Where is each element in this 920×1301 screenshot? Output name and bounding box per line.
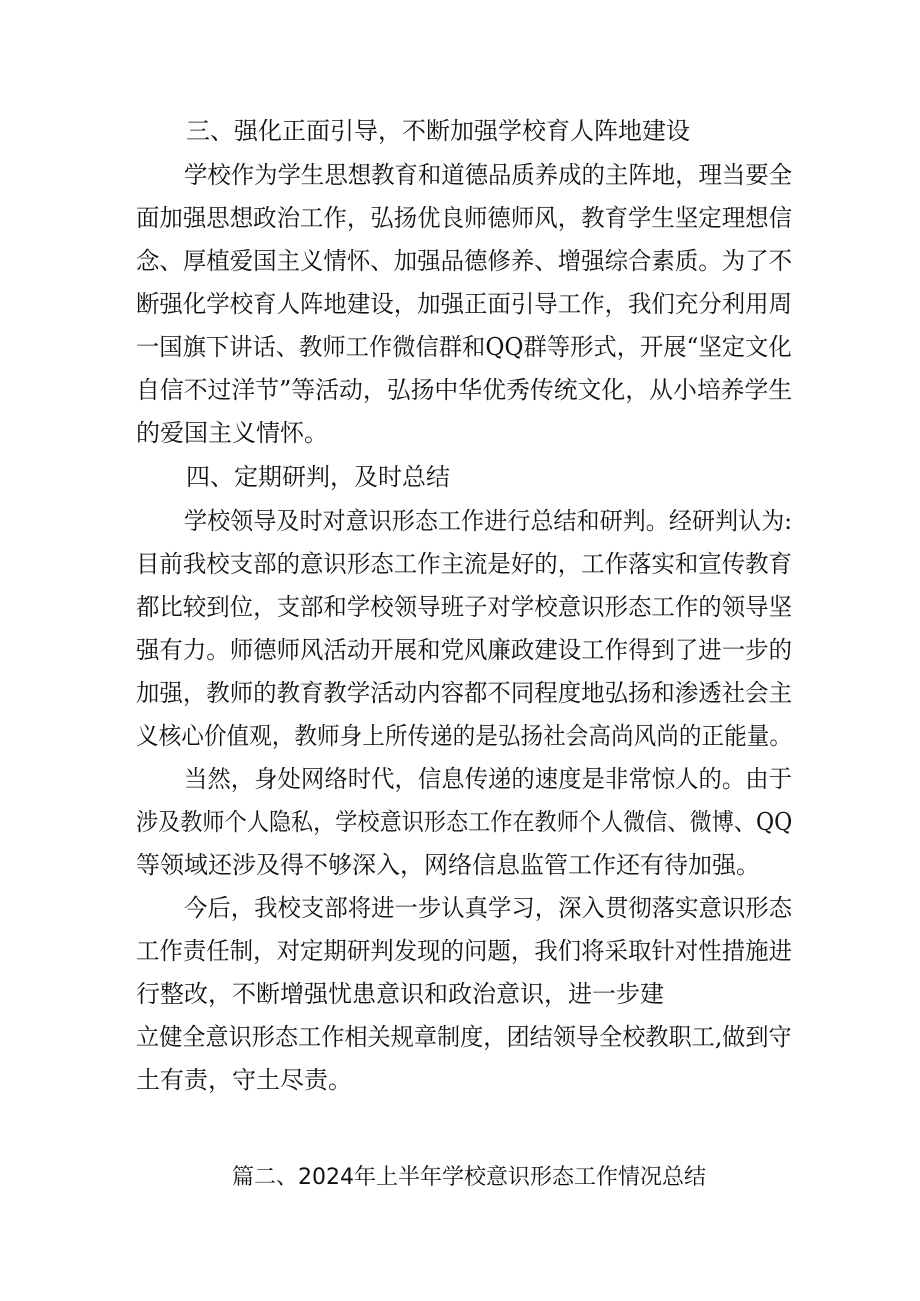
paragraph-line: 加强，教师的教育教学活动内容都不同程度地弘扬和渗透社会主 xyxy=(136,679,793,707)
paragraph-line: 一国旗下讲话、教师工作微信群和QQ群等形式，开展“坚定文化 xyxy=(136,333,792,361)
paragraph-line: 工作责任制，对定期研判发现的问题，我们将采取针对性措施进 xyxy=(136,937,793,965)
paragraph-line: 学校作为学生思想教育和道德品质养成的主阵地，理当要全 xyxy=(184,161,793,189)
paragraph-line: 都比较到位，支部和学校领导班子对学校意识形态工作的领导坚 xyxy=(136,593,793,621)
paragraph-line: 等领域还涉及得不够深入，网络信息监管工作还有待加强。 xyxy=(136,851,760,879)
paragraph-line: 念、厚植爱国主义情怀、加强品德修养、增强综合素质。为了不 xyxy=(136,247,793,275)
paragraph-line: 强有力。师德师风活动开展和党风廉政建设工作得到了进一步的 xyxy=(136,636,793,664)
paragraph-line: 学校领导及时对意识形态工作进行总结和研判。经研判认为: xyxy=(184,507,793,535)
paragraph-line: 立健全意识形态工作相关规章制度，团结领导全校教职工,做到守 xyxy=(136,1023,792,1051)
section-4-heading: 四、定期研判，及时总结 xyxy=(186,463,450,491)
paragraph-line: 面加强思想政治工作，弘扬优良师德师风，教育学生坚定理想信 xyxy=(136,204,793,232)
paragraph-line: 断强化学校育人阵地建设，加强正面引导工作，我们充分利用周 xyxy=(136,290,793,318)
paragraph-line: 土有责，守土尽责。 xyxy=(136,1066,352,1094)
part-2-title: 篇二、2024年上半年学校意识形态工作情况总结 xyxy=(232,1165,706,1190)
paragraph-line: 义核心价值观，教师身上所传递的是弘扬社会高尚风尚的正能量。 xyxy=(136,722,792,750)
paragraph-line: 今后，我校支部将进一步认真学习，深入贯彻落实意识形态 xyxy=(184,894,793,922)
paragraph-line: 目前我校支部的意识形态工作主流是好的，工作落实和宣传教育 xyxy=(136,550,793,578)
paragraph-line: 的爱国主义情怀。 xyxy=(136,419,328,447)
paragraph-line: 涉及教师个人隐私，学校意识形态工作在教师个人微信、微博、QQ xyxy=(136,808,793,836)
section-3-heading: 三、强化正面引导，不断加强学校育人阵地建设 xyxy=(186,117,690,145)
paragraph-line: 当然，身处网络时代，信息传递的速度是非常惊人的。由于 xyxy=(184,765,793,793)
paragraph-line: 自信不过洋节”等活动，弘扬中华优秀传统文化，从小培养学生 xyxy=(136,376,793,404)
paragraph-line: 行整改，不断增强忧患意识和政治意识，进一步建 xyxy=(136,980,664,1008)
